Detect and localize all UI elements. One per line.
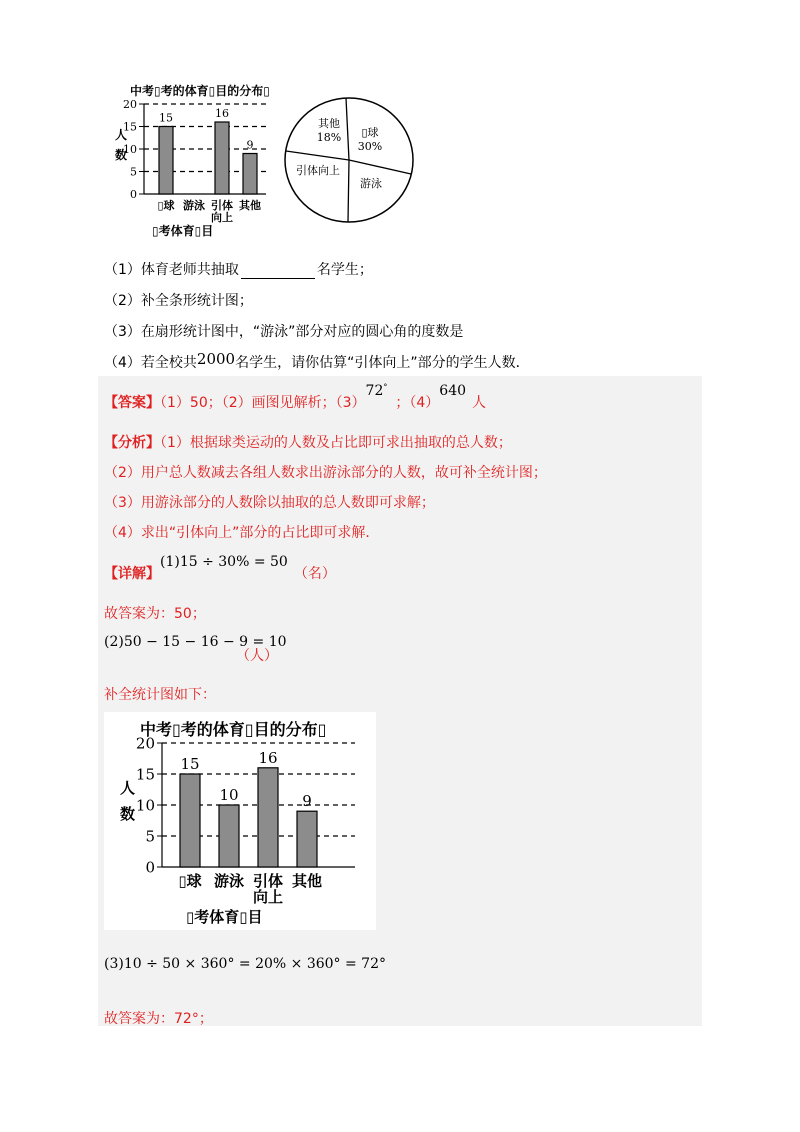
chart1-title: 中考▯考的体育▯目的分布▯	[130, 84, 270, 98]
y-tick-label: 0	[145, 858, 155, 877]
chart2-xlabel: ▯考体育▯目	[186, 908, 263, 926]
answer-unit4: 人	[472, 395, 487, 411]
y-tick-label: 10	[123, 142, 137, 156]
q1-blank	[241, 264, 315, 279]
y-tick-label: 5	[130, 165, 137, 179]
category-label: 引体	[252, 872, 284, 890]
analysis-label: 【分析】	[104, 435, 160, 451]
detail-answer-3: 故答案为：72°；	[104, 1011, 213, 1027]
bar	[180, 774, 200, 867]
y-tick-label: 0	[130, 187, 137, 201]
pie-slice-label: 游泳	[360, 177, 382, 190]
category-label: 其他	[239, 199, 261, 212]
detail-answer-1: 故答案为：50；	[104, 606, 206, 622]
y-tick-label: 10	[135, 796, 155, 815]
category-label: ▯球	[157, 199, 175, 212]
detail-eq2: (2)50 − 15 − 16 − 9 = 10	[104, 634, 287, 650]
ylabel-char: 人	[115, 128, 128, 142]
pie-slice-label: 18%	[316, 131, 342, 144]
pie-slice-label: ▯球	[361, 126, 379, 139]
q1-text-post: 名学生；	[316, 262, 373, 278]
answer-val4: 640	[439, 383, 467, 399]
analysis-line-3: （3）用游泳部分的人数除以抽取的总人数即可求解；	[104, 495, 435, 511]
chart2-ylabel	[120, 775, 138, 827]
pie-slice-label: 引体向上	[296, 164, 340, 177]
pie-slice-label: 30%	[357, 140, 383, 153]
category-label: ▯球	[178, 872, 202, 890]
question-4	[104, 352, 530, 372]
category-label: 其他	[291, 872, 323, 890]
detail-eq3: (3)10 ÷ 50 × 360° = 20% × 360° = 72°	[104, 956, 386, 972]
question-3: （3）在扇形统计图中，“游泳”部分对应的圆心角的度数是	[104, 324, 464, 340]
analysis-text-1: （1）根据球类运动的人数及占比即可求出抽取的总人数；	[160, 435, 512, 451]
q4-text: （4）若全校共	[104, 355, 197, 371]
question-2: （2）补全条形统计图；	[104, 293, 253, 309]
detail-eq3-line	[104, 956, 386, 972]
ylabel-char: 数	[115, 148, 128, 162]
detail-label: 【详解】	[104, 566, 160, 582]
pie-slice-label: 其他	[318, 117, 340, 130]
bar-value-label: 16	[215, 107, 229, 120]
chart2-title: 中考▯考的体育▯目的分布▯	[140, 720, 327, 739]
answer-sep: ；（4）	[395, 395, 440, 411]
q4-text-post: 名学生，请你估算“引体向上”部分的学生人数．	[235, 355, 530, 371]
category-label: 游泳	[183, 199, 205, 212]
chart1-xlabel: ▯考体育▯目	[152, 224, 214, 238]
detail-fill-text: 补全统计图如下：	[104, 687, 216, 703]
answer-val3-num: 72	[365, 383, 384, 399]
answer-label: 【答案】	[104, 395, 160, 411]
bar	[159, 127, 173, 195]
y-tick-label: 5	[145, 827, 155, 846]
bar	[243, 154, 257, 195]
y-tick-label: 20	[135, 736, 155, 753]
bar-value-label: 9	[302, 792, 312, 811]
detail-line-1	[104, 554, 336, 583]
chart2-ylabel-chars	[120, 775, 138, 827]
analysis-line-2: （2）用户总人数减去各组人数求出游泳部分的人数，故可补全统计图；	[104, 465, 547, 481]
bar	[258, 768, 278, 867]
chart1-ylabel	[115, 125, 129, 165]
answer-line	[104, 382, 487, 412]
q1-text: （1）体育老师共抽取	[104, 262, 239, 278]
bar-value-label: 16	[258, 748, 278, 767]
bar-value-label: 10	[219, 786, 239, 804]
bar	[297, 811, 317, 867]
chart1-ylabel-char	[115, 125, 129, 165]
ylabel-char: 数	[120, 805, 136, 823]
category-label: 引体	[211, 199, 233, 212]
bar-value-label: 9	[246, 138, 254, 152]
y-tick-label: 20	[123, 97, 137, 111]
ylabel-char: 人	[120, 779, 136, 797]
y-tick-label: 15	[135, 765, 155, 784]
analysis-line-1	[104, 432, 512, 452]
bar-value-label: 15	[180, 755, 200, 773]
answer-val3	[366, 383, 388, 399]
detail-unit2: （人）	[236, 648, 278, 664]
category-label: 向上	[252, 888, 284, 906]
detail-eq1: (1)15 ÷ 30% = 50	[160, 554, 288, 570]
answer-text: （1）50；（2）画图见解析；（3）	[160, 395, 366, 411]
bar-value-label: 15	[159, 111, 173, 125]
question-1	[104, 259, 373, 279]
analysis-line-4: （4）求出“引体向上”部分的占比即可求解．	[104, 525, 380, 541]
category-label: 向上	[211, 211, 233, 224]
bar	[215, 122, 229, 194]
q4-number: 2000	[196, 350, 236, 368]
y-tick-label: 15	[123, 120, 137, 134]
pie-chart	[282, 94, 418, 226]
bar-chart-2	[120, 736, 370, 926]
answer-degree: °	[383, 382, 388, 392]
category-label: 游泳	[213, 872, 245, 890]
bar	[219, 805, 239, 867]
detail-unit1: （名）	[293, 566, 336, 582]
